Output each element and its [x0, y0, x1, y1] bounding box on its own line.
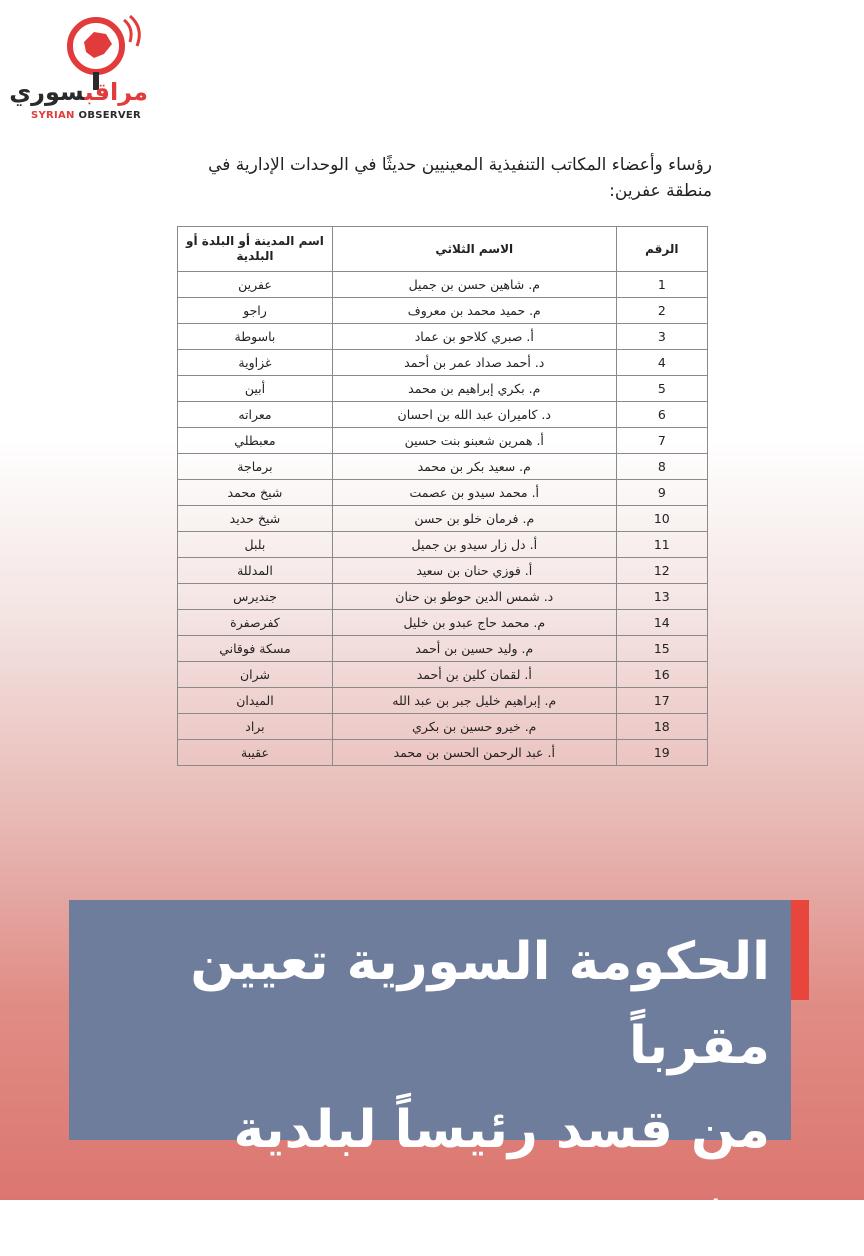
row-name-cell: د. كاميران عبد الله بن احسان: [332, 402, 616, 428]
row-name-cell: م. فرمان خلو بن حسن: [332, 506, 616, 532]
row-city-cell: برماجة: [178, 454, 333, 480]
row-city-cell: عفرين: [178, 272, 333, 298]
banner-accent-bar: [791, 900, 809, 1000]
table-header-row: [178, 227, 708, 272]
row-number-cell: 6: [616, 402, 707, 428]
table-row: [178, 532, 708, 558]
row-city-cell: غزاوية: [178, 350, 333, 376]
row-name-cell: م. سعيد بكر بن محمد: [332, 454, 616, 480]
row-name-cell: أ. عبد الرحمن الحسن بن محمد: [332, 740, 616, 766]
row-city-cell: راجو: [178, 298, 333, 324]
brand-arabic-syrian: سوري: [9, 78, 85, 106]
column-header-name: الاسم الثلاثي: [332, 227, 616, 272]
row-number-cell: 11: [616, 532, 707, 558]
row-number-cell: 3: [616, 324, 707, 350]
row-city-cell: أبين: [178, 376, 333, 402]
table-row: [178, 584, 708, 610]
row-number-cell: 4: [616, 350, 707, 376]
table-row: [178, 558, 708, 584]
row-number-cell: 7: [616, 428, 707, 454]
row-number-cell: 14: [616, 610, 707, 636]
table-row: [178, 272, 708, 298]
table-row: [178, 740, 708, 766]
brand-arabic-observer: مراقب: [84, 78, 148, 106]
row-name-cell: م. بكري إبراهيم بن محمد: [332, 376, 616, 402]
table-row: [178, 662, 708, 688]
row-number-cell: 10: [616, 506, 707, 532]
row-name-cell: م. حميد محمد بن معروف: [332, 298, 616, 324]
row-city-cell: المدللة: [178, 558, 333, 584]
row-number-cell: 18: [616, 714, 707, 740]
column-header-city: اسم المدينة أو البلدة أو البلدية: [178, 227, 333, 272]
table-row: [178, 714, 708, 740]
row-name-cell: م. شاهين حسن بن جميل: [332, 272, 616, 298]
row-city-cell: عقيبة: [178, 740, 333, 766]
row-number-cell: 19: [616, 740, 707, 766]
brand-english-name: [24, 110, 148, 121]
row-city-cell: كفرصفرة: [178, 610, 333, 636]
headline-line-1: الحكومة السورية تعيين مقرباً: [190, 932, 770, 1076]
row-number-cell: 9: [616, 480, 707, 506]
row-number-cell: 1: [616, 272, 707, 298]
row-city-cell: شيخ محمد: [178, 480, 333, 506]
brand-english-observer: OBSERVER: [78, 110, 142, 121]
officials-table: [177, 226, 708, 766]
row-name-cell: أ. محمد سيدو بن عصمت: [332, 480, 616, 506]
table-row: [178, 298, 708, 324]
row-number-cell: 2: [616, 298, 707, 324]
table-row: [178, 324, 708, 350]
table-row: [178, 350, 708, 376]
row-name-cell: م. خيرو حسين بن بكري: [332, 714, 616, 740]
row-city-cell: معراته: [178, 402, 333, 428]
row-number-cell: 5: [616, 376, 707, 402]
row-name-cell: د. أحمد صداد عمر بن أحمد: [332, 350, 616, 376]
table-body: [178, 272, 708, 766]
table-row: [178, 506, 708, 532]
brand-arabic-name: [9, 78, 148, 106]
row-city-cell: براد: [178, 714, 333, 740]
table-row: [178, 402, 708, 428]
row-city-cell: جنديرس: [178, 584, 333, 610]
row-name-cell: أ. همرين شعبنو بنت حسين: [332, 428, 616, 454]
table-row: [178, 454, 708, 480]
row-city-cell: شيخ حديد: [178, 506, 333, 532]
row-city-cell: شران: [178, 662, 333, 688]
table-row: [178, 480, 708, 506]
row-number-cell: 15: [616, 636, 707, 662]
row-number-cell: 8: [616, 454, 707, 480]
row-name-cell: م. إبراهيم خليل جبر بن عبد الله: [332, 688, 616, 714]
table-row: [178, 610, 708, 636]
table-row: [178, 376, 708, 402]
row-name-cell: أ. صبري كلاحو بن عماد: [332, 324, 616, 350]
row-city-cell: مسكة فوقاني: [178, 636, 333, 662]
row-name-cell: أ. لقمان كلين بن أحمد: [332, 662, 616, 688]
headline-line-2: من قسد رئيساً لبلدية عفرين: [233, 1100, 770, 1244]
row-name-cell: م. وليد حسين بن أحمد: [332, 636, 616, 662]
row-name-cell: أ. فوزي حنان بن سعيد: [332, 558, 616, 584]
document-heading: رؤساء وأعضاء المكاتب التنفيذية المعينيين حديثًا في الوحدات الإدارية في منطقة عفرين:: [208, 155, 712, 201]
column-header-number: الرقم: [616, 227, 707, 272]
headline-text: [90, 920, 770, 1256]
row-city-cell: الميدان: [178, 688, 333, 714]
row-name-cell: د. شمس الدين حوطو بن حنان: [332, 584, 616, 610]
table-row: [178, 688, 708, 714]
row-number-cell: 16: [616, 662, 707, 688]
row-number-cell: 13: [616, 584, 707, 610]
row-name-cell: م. محمد حاج عبدو بن خليل: [332, 610, 616, 636]
table-row: [178, 428, 708, 454]
row-city-cell: باسوطة: [178, 324, 333, 350]
brand-logo: [9, 14, 154, 124]
row-number-cell: 17: [616, 688, 707, 714]
row-city-cell: معبطلي: [178, 428, 333, 454]
table-row: [178, 636, 708, 662]
brand-english-syrian: SYRIAN: [30, 110, 75, 121]
row-name-cell: أ. دل زار سيدو بن جميل: [332, 532, 616, 558]
row-number-cell: 12: [616, 558, 707, 584]
row-city-cell: بلبل: [178, 532, 333, 558]
